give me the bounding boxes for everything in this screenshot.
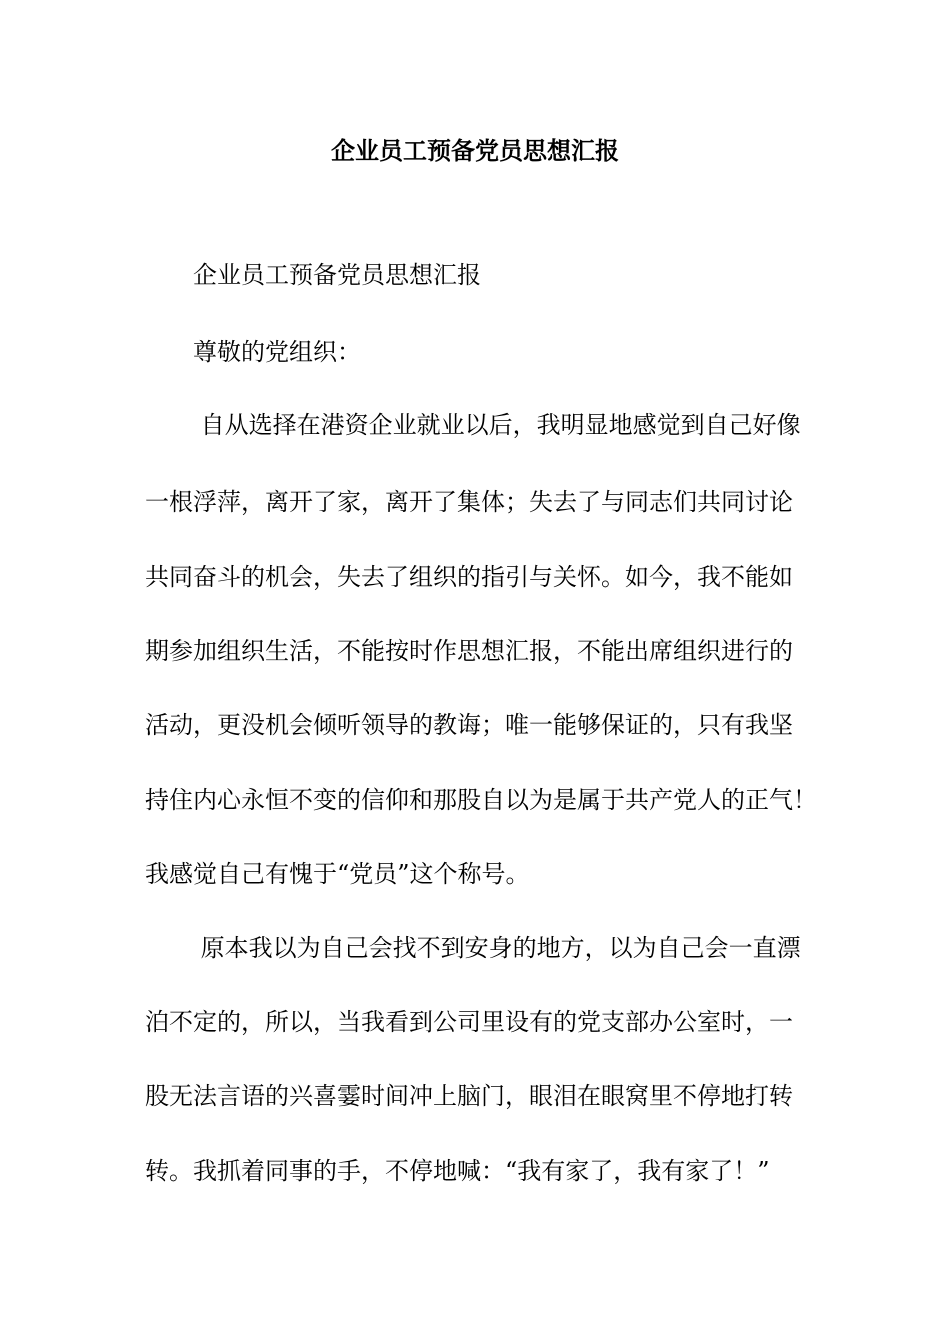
body-line: 我感觉自己有愧于“党员”这个称号。 <box>145 860 530 888</box>
body-line: 活动，更没机会倾听领导的教诲；唯一能够保证的，只有我坚 <box>145 711 793 739</box>
body-line: 共同奋斗的机会，失去了组织的指引与关怀。如今，我不能如 <box>145 563 793 591</box>
body-line: 原本我以为自己会找不到安身的地方，以为自己会一直漂 <box>145 934 801 962</box>
document-title: 企业员工预备党员思想汇报 <box>331 136 619 165</box>
body-line-heading: 企业员工预备党员思想汇报 <box>145 261 481 289</box>
body-line: 持住内心永恒不变的信仰和那股自以为是属于共产党人的正气！ <box>145 786 817 814</box>
body-line: 股无法言语的兴喜霎时间冲上脑门，眼泪在眼窝里不停地打转 <box>145 1082 793 1110</box>
body-line: 自从选择在港资企业就业以后，我明显地感觉到自己好像 <box>145 411 801 439</box>
body-line-salutation: 尊敬的党组织： <box>145 338 361 366</box>
body-line: 泊不定的，所以，当我看到公司里设有的党支部办公室时，一 <box>145 1008 793 1036</box>
body-line: 一根浮萍，离开了家，离开了集体；失去了与同志们共同讨论 <box>145 488 793 516</box>
body-line: 期参加组织生活，不能按时作思想汇报，不能出席组织进行的 <box>145 637 793 665</box>
body-line: 转。我抓着同事的手，不停地喊：“我有家了，我有家了！” <box>145 1157 770 1185</box>
